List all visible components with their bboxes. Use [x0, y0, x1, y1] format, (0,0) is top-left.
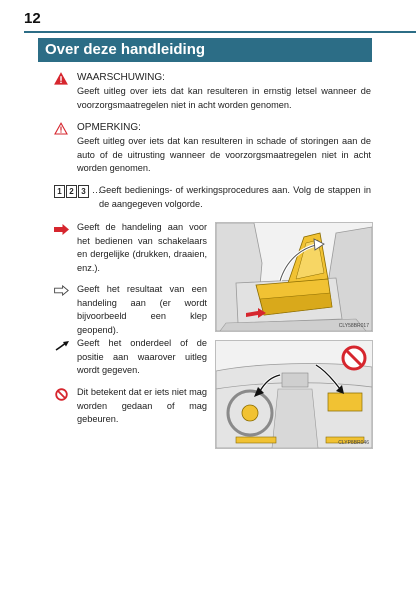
step-numbers-icon [54, 185, 101, 198]
warning-heading: WAARSCHUWING: [77, 72, 165, 83]
warning-icon [54, 72, 68, 85]
pointer-arrow-icon [55, 340, 70, 351]
step-number: 2 [66, 185, 77, 198]
prohibited-icon [55, 388, 68, 401]
step-number: 3 [78, 185, 89, 198]
steps-text: Geeft bedienings- of werkingsprocedures aan. Volg de stappen in de aangegeven volgorde. [99, 185, 371, 209]
page-number: 12 [24, 10, 41, 27]
outline-arrow-icon [54, 285, 69, 296]
step-dots: ··· [92, 186, 101, 197]
console-illustration [215, 222, 373, 332]
image-code: CLYP8BR046 [338, 440, 369, 446]
step-number: 1 [54, 185, 65, 198]
action-text: Geeft de handeling aan voor het bedienen van schakelaars en dergelijke (drukken, draaien, enz.). [77, 222, 207, 273]
notice-icon [54, 122, 68, 135]
red-arrow-icon [54, 224, 69, 235]
notice-text: Geeft uitleg over iets dat kan resulteren in schade of storingen aan de auto of de uitrusting wanneer de voorzorgsmaatregelen niet in acht worden genomen. [77, 136, 371, 174]
result-text: Geeft het resultaat van een handeling aan (er wordt bijvoorbeeld een klep geopend). [77, 284, 207, 335]
component-text: Geeft het onderdeel of de positie aan waarover uitleg wordt gegeven. [77, 338, 207, 376]
top-rule [24, 31, 416, 33]
prohibited-text: Dit betekent dat er iets niet mag worden gedaan of mag gebeuren. [77, 387, 207, 425]
notice-heading: OPMERKING: [77, 122, 141, 133]
warning-text: Geeft uitleg over iets dat kan resulteren in ernstig letsel wanneer de voorzorgsmaatregelen niet in acht worden genomen. [77, 86, 371, 110]
image-code: CLY58BR017 [338, 323, 369, 329]
page-title: Over deze handleiding [38, 38, 372, 62]
dashboard-illustration [215, 340, 373, 449]
